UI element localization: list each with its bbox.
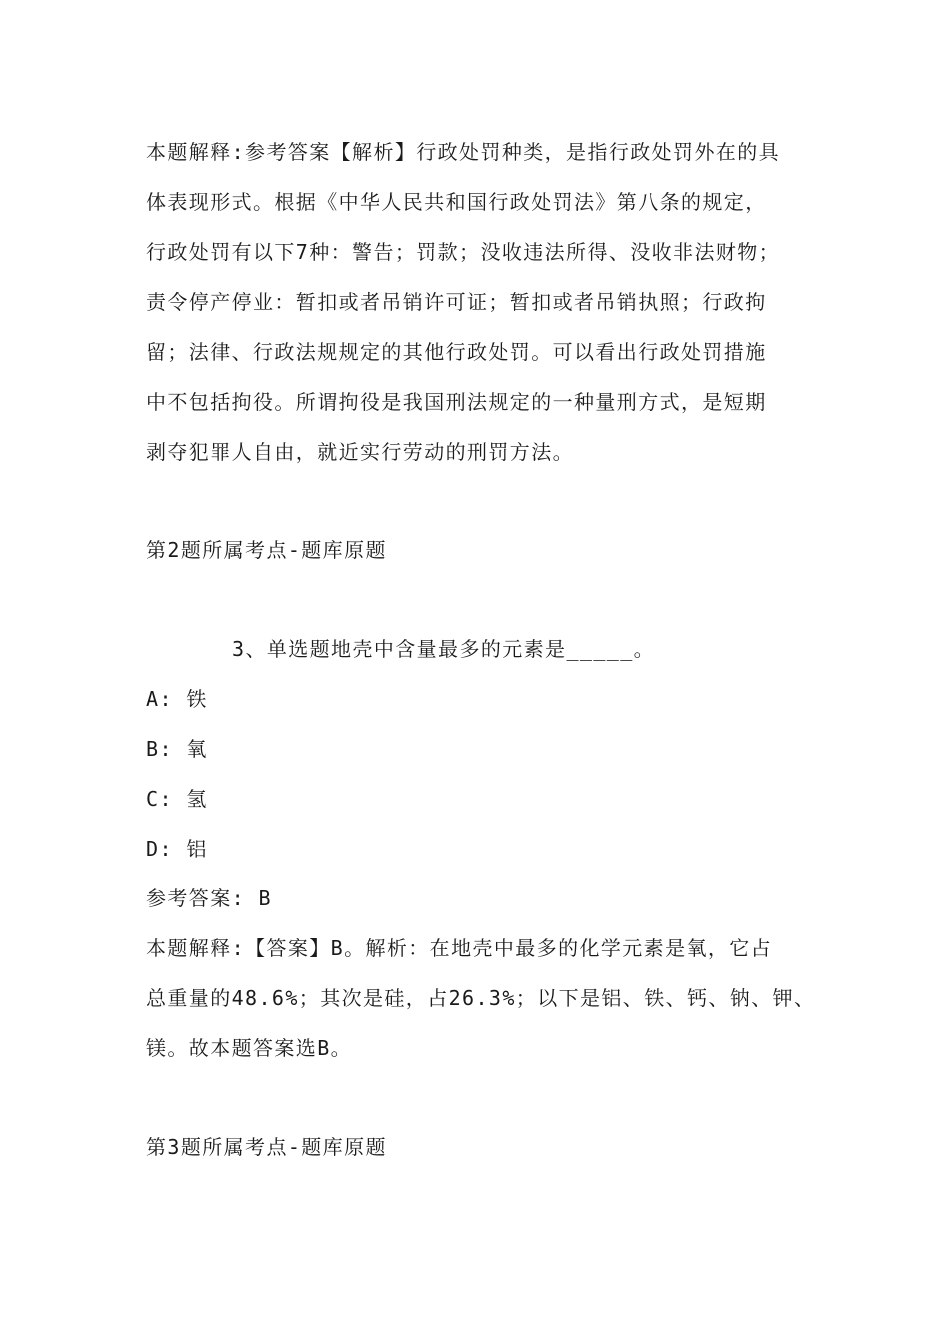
section-label-2: 第2题所属考点-题库原题: [146, 538, 387, 562]
explanation-line: 镁。故本题答案选B。: [146, 1036, 353, 1060]
option-b: B: 氧: [146, 737, 208, 761]
reference-answer: 参考答案: B: [146, 886, 272, 910]
explanation-line: 剥夺犯罪人自由，就近实行劳动的刑罚方法。: [146, 440, 574, 464]
explanation-line: 本题解释:参考答案【解析】行政处罚种类，是指行政处罚外在的具: [146, 140, 781, 164]
explanation-line: 体表现形式。根据《中华人民共和国行政处罚法》第八条的规定，: [146, 190, 767, 214]
option-a: A: 铁: [146, 687, 208, 711]
explanation-line: 留；法律、行政法规规定的其他行政处罚。可以看出行政处罚措施: [146, 340, 767, 364]
question-title: 3、单选题地壳中含量最多的元素是_____。: [232, 637, 656, 661]
explanation-line: 中不包括拘役。所谓拘役是我国刑法规定的一种量刑方式，是短期: [146, 390, 767, 414]
option-c: C: 氢: [146, 787, 208, 811]
option-d: D: 铝: [146, 837, 208, 861]
section-label-3: 第3题所属考点-题库原题: [146, 1135, 387, 1159]
explanation-line: 本题解释:【答案】B。解析：在地壳中最多的化学元素是氧，它占: [146, 936, 773, 960]
explanation-line: 总重量的48.6%；其次是硅，占26.3%；以下是铝、铁、钙、钠、钾、: [146, 986, 816, 1010]
explanation-line: 行政处罚有以下7种：警告；罚款；没收违法所得、没收非法财物；: [146, 240, 781, 264]
explanation-line: 责令停产停业：暂扣或者吊销许可证；暂扣或者吊销执照；行政拘: [146, 290, 767, 314]
